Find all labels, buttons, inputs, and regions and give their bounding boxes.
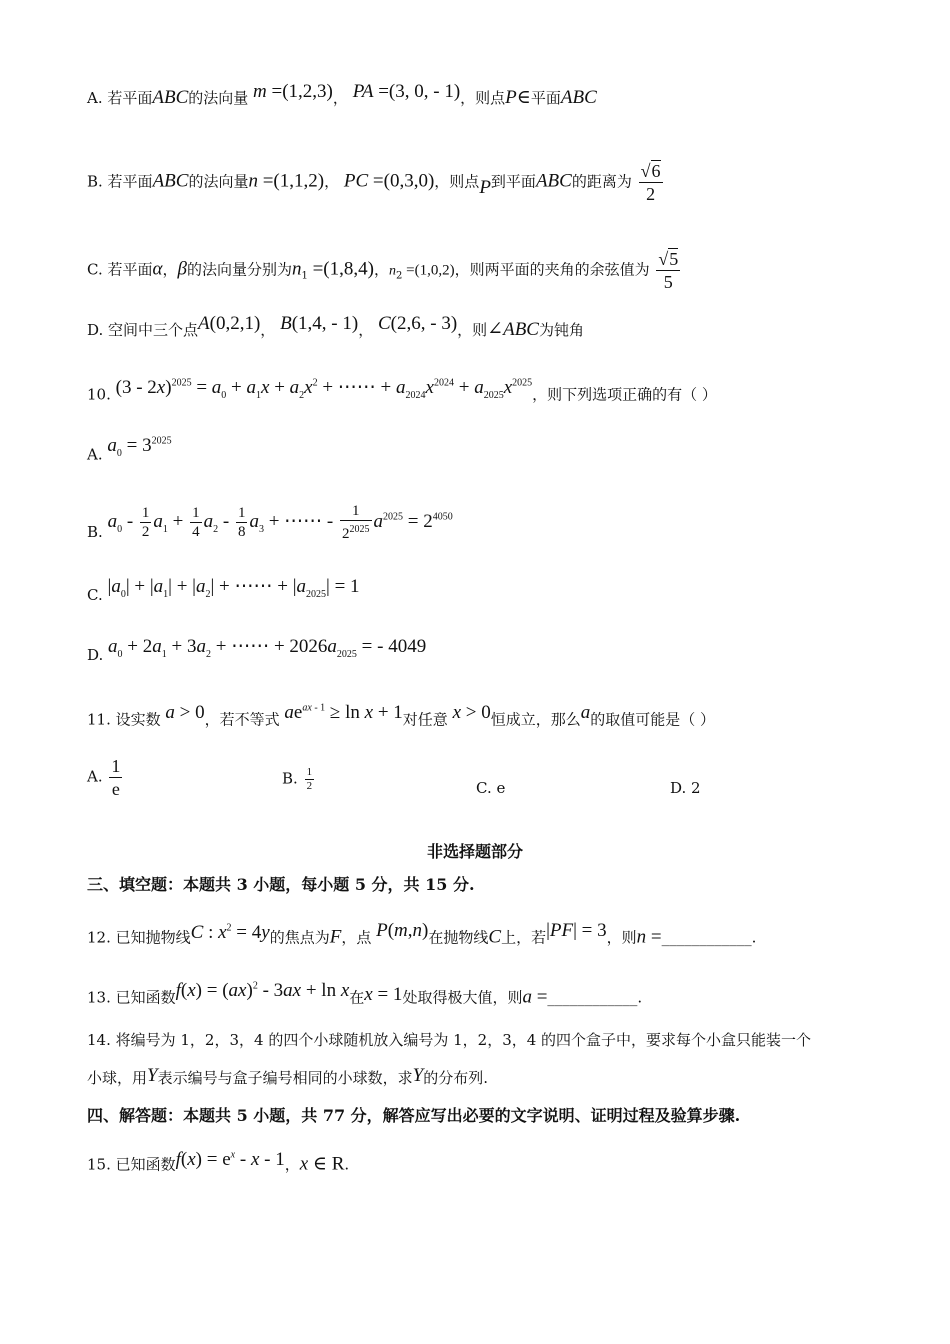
q11-option-b: B. $\frac{1}{2}$ bbox=[282, 766, 313, 792]
q9-option-c: C. 若平面α，β的法向量分别为$n_1 =(1,8,4)$，$n_2 =(1,0,2)$，则两平面的夹角的余弦值为 $\frac{√5}{5}$ bbox=[87, 249, 679, 292]
q10-option-c: C. $|a_0| + |a_1| + |a_2|$ + ⋯⋯ + $|a_{2025}| = 1$ bbox=[87, 576, 360, 604]
fraction-sqrt5-over-5: $\frac{√5}{5}$ bbox=[658, 249, 679, 292]
q11-stem: 11. 设实数 a > 0，若不等式 $ae^{ax - 1} \ge \ln x + 1$对任意 x > 0恒成立，那么a的取值可能是（ ） bbox=[87, 702, 716, 729]
q13: 13. 已知函数f(x) = (ax)$^2$ - 3ax + ln x在x = 1处取得极大值，则a =____________. bbox=[87, 980, 643, 1008]
q10-stem: 10. $(3 - 2x)^{2025} = a_0 + a_1x + a_2x^2$ + ⋯⋯ + $a_{2024}x^{2024} + a_{2025}x^{2025}$，则下列选项正确的有（ ） bbox=[87, 377, 717, 404]
q10-option-b: B. $a_0$ - $\frac{1}{2}$ $a_1$ + $\frac{1}{4}$ $a_2$ - $\frac{1}{8}$ $a_3$ + ⋯⋯ - $\frac{1}{2^{2025}}$ $a^{2025} = 2^{4050}$ bbox=[87, 503, 453, 542]
section-fill-heading: 三、填空题：本题共 3 小题，每小题 5 分，共 15 分. bbox=[87, 875, 475, 894]
q11-option-a: A. $\frac{1}{e}$ bbox=[87, 756, 121, 799]
q9-option-b: B. 若平面ABC的法向量n =(1,1,2)， PC =(0,3,0)，则点P到平面ABC的距离为 $\frac{√6}{2}$ bbox=[87, 161, 661, 204]
section-title: 非选择题部分 bbox=[426, 842, 523, 861]
q11-option-c: C. e bbox=[476, 779, 506, 797]
q10-option-a: A. $a_0 = 3^{2025}$ bbox=[87, 435, 172, 464]
q11-option-d: D. 2 bbox=[670, 779, 701, 797]
fraction-sqrt6-over-2: $\frac{√6}{2}$ bbox=[640, 161, 661, 204]
q9-option-a: A. 若平面ABC的法向量 m =(1,2,3)， PA =(3, 0, - 1)，则点P∈平面ABC bbox=[87, 81, 597, 108]
section-answer-heading: 四、解答题：本题共 5 小题，共 77 分，解答应写出必要的文字说明、证明过程及验算步骤. bbox=[87, 1106, 741, 1125]
q12: 12. 已知抛物线C : $x^2 = 4y$的焦点为F，点 P(m,n)在抛物线C上，若|PF| = 3，则n =____________. bbox=[87, 920, 757, 948]
q15: 15. 已知函数$f(x) = e^x - x - 1$，x ∈ R. bbox=[87, 1149, 350, 1175]
q14-line2: 小球，用Y表示编号与盒子编号相同的小球数，求Y的分布列. bbox=[87, 1065, 488, 1087]
q10-option-d: D. $a_0 + 2a_1 + 3a_2$ + ⋯⋯ + $2026a_{2025}$ = - 4049 bbox=[87, 636, 427, 664]
q9-option-d: D. 空间中三个点A(0,2,1)， B(1,4, - 1)， C(2,6, - 3)，则∠ABC为钝角 bbox=[87, 313, 584, 340]
q14-line1: 14. 将编号为 1，2，3，4 的四个小球随机放入编号为 1，2，3，4 的四个盒子中，要求每个小盒只能装一个 bbox=[87, 1031, 812, 1049]
